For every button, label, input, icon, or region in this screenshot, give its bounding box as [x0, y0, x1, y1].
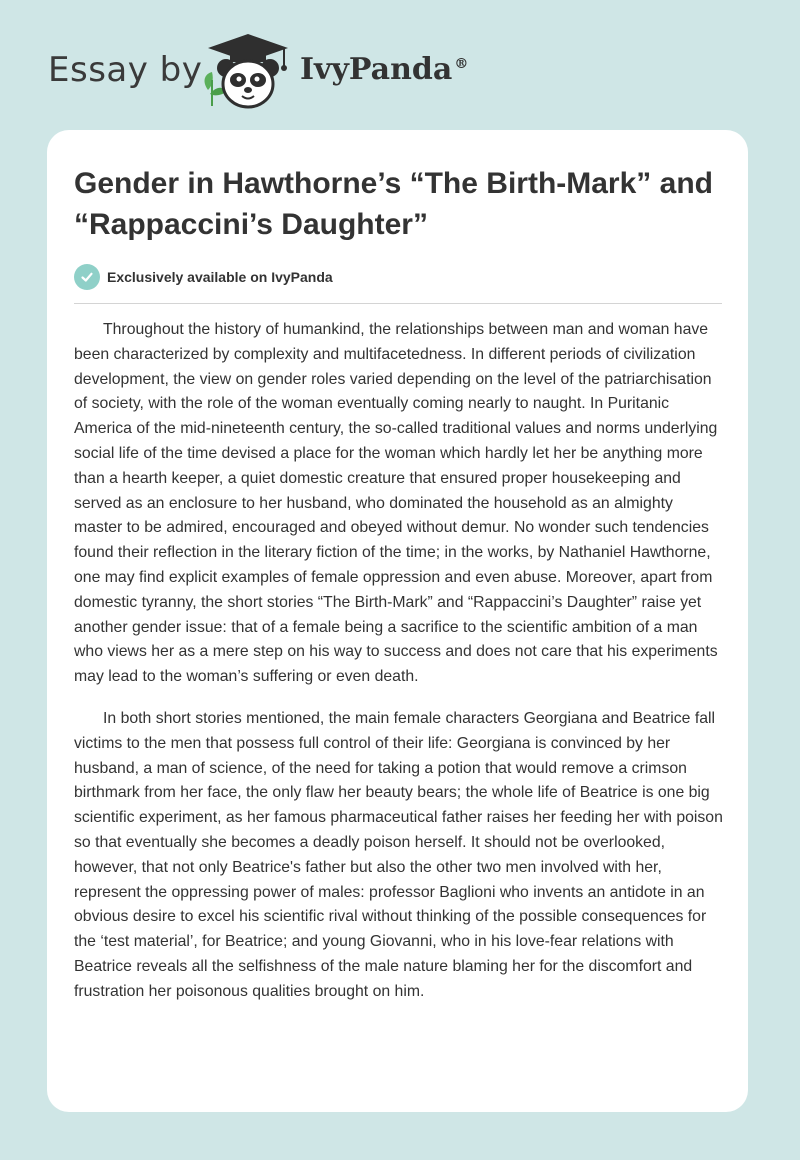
panda-graduation-cap-icon[interactable]	[200, 32, 295, 112]
page-title: Gender in Hawthorne’s “The Birth-Mark” and “Rappaccini’s Daughter”	[74, 167, 713, 241]
essay-card	[47, 130, 748, 1112]
brand-text: IvyPanda	[300, 52, 453, 87]
essay-body	[74, 318, 724, 1022]
exclusive-badge	[74, 264, 333, 290]
divider	[74, 303, 722, 304]
site-header	[0, 0, 800, 130]
paragraph-2: In both short stories mentioned, the main female characters Georgiana and Beatrice fall victims to the men that possess full control of their life: Georgiana is convinced by her husband, a man of science, of the need for taking a potion that would remove a crimson birthmark from her face, the only flaw her beauty bears; the whole life of Beatrice is one big scientific experiment, as her famous pharmaceutical father raises her feeding her with poison so that eventually she becomes a deadly poison herself. It should not be overlooked, however, that not only Beatrice's father but also the other two men involved with her, represent the oppressing power of males: professor Baglioni who invents an antidote in an obvious desire to excel his scientific rival without thinking of the possible consequences for the ‘test material’, for Beatrice; and young Giovanni, who in his love-fear relations with Beatrice reveals all the selfishness of the male nature blaming her for the discomfort and frustration her poisonous qualities brought on him.	[74, 709, 723, 1000]
badge-text: Exclusively available on IvyPanda	[107, 269, 333, 285]
checkmark-icon	[74, 264, 100, 290]
essay-by-label: Essay by	[48, 50, 203, 90]
brand-name[interactable]	[300, 52, 468, 87]
paragraph-1: Throughout the history of humankind, the relationships between man and woman have been characterized by complexity and multifacetedness. In different periods of civilization development, the view on gender roles varied depending on the level of the patriarchisation of society, with the role of the woman eventually coming nearly to naught. In Puritanic America of the mid-nineteenth century, the so-called traditional values and norms underlying social life of the time devised a place for the woman which hardly let her be anything more than a hearth keeper, a quiet domestic creature that ensured proper housekeeping and served as an enclosure to her husband, who dominated the household as an almighty master to be admired, encouraged and obeyed without demur. No wonder such tendencies found their reflection in the literary fiction of the time; in the works, by Nathaniel Hawthorne, one may find explicit examples of female oppression and even abuse. Moreover, apart from domestic tyranny, the short stories “The Birth-Mark” and “Rappaccini’s Daughter” raise yet another gender issue: that of a female being a sacrifice to the scientific ambition of a man who views her as a mere step on his way to success and does not care that his experiments may lead to the woman’s suffering or even death.	[74, 321, 718, 686]
registered-mark: ®	[454, 56, 469, 72]
